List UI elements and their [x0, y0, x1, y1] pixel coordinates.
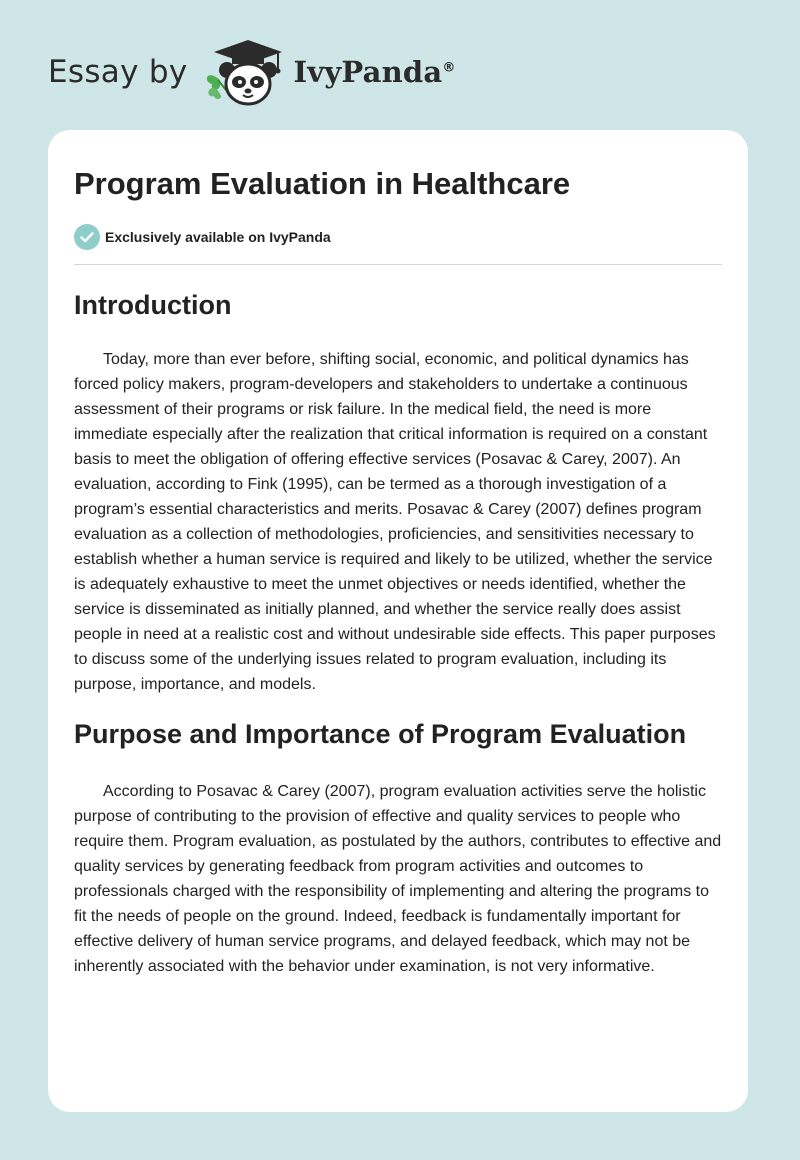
registered-mark: ® [442, 60, 456, 76]
check-circle-icon [74, 224, 100, 250]
brand-prefix: Essay by [48, 54, 188, 90]
exclusive-badge [74, 224, 722, 250]
section-heading-introduction: Introduction [74, 290, 232, 320]
checkmark-icon [80, 232, 94, 243]
title-divider [74, 264, 722, 265]
essay-card [48, 130, 748, 1112]
badge-text: Exclusively available on IvyPanda [105, 229, 331, 245]
section-paragraph-purpose: According to Posavac & Carey (2007), program evaluation activities serve the holistic purpose of contributing to the provision of effective and quality services to people who require them. Program evaluation, as postulated by the authors, contributes to effective and quality services by generating feedback from program activities and outcomes to professionals charged with the responsibility of implementing and altering the programs to fit the needs of people on the ground. Indeed, feedback is fundamentally important for effective delivery of human service programs, and delayed feedback, which may not be inherently associated with the behavior under examination, is not very informative. [74, 783, 722, 975]
section-heading-purpose: Purpose and Importance of Program Evaluation [74, 719, 687, 749]
brand-name [294, 55, 456, 89]
page-title: Program Evaluation in Healthcare [74, 166, 571, 201]
brand-name-text: IvyPanda [293, 55, 443, 89]
graduation-panda-logo-icon [200, 36, 296, 108]
section-paragraph-introduction: Today, more than ever before, shifting social, economic, and political dynamics has forced policy makers, program-developers and stakeholders to undertake a continuous assessment of their programs or risk failure. In the medical field, the need is more immediate especially after the realization that critical information is required on a constant basis to meet the obligation of offering effective services (Posavac & Carey, 2007). An evaluation, according to Fink (1995), can be termed as a thorough investigation of a program’s essential characteristics and merits. Posavac & Carey (2007) defines program evaluation as a collection of methodologies, proficiencies, and sensitivities necessary to establish whether a human service is required and likely to be utilized, whether the service is adequately exhaustive to meet the unmet objectives or needs identified, whether the service is disseminated as initially planned, and whether the service really does assist people in need at a realistic cost and without undesirable side effects. This paper purposes to discuss some of the underlying issues related to program evaluation, including its purpose, importance, and models. [74, 351, 716, 693]
brand-header[interactable] [48, 36, 456, 108]
